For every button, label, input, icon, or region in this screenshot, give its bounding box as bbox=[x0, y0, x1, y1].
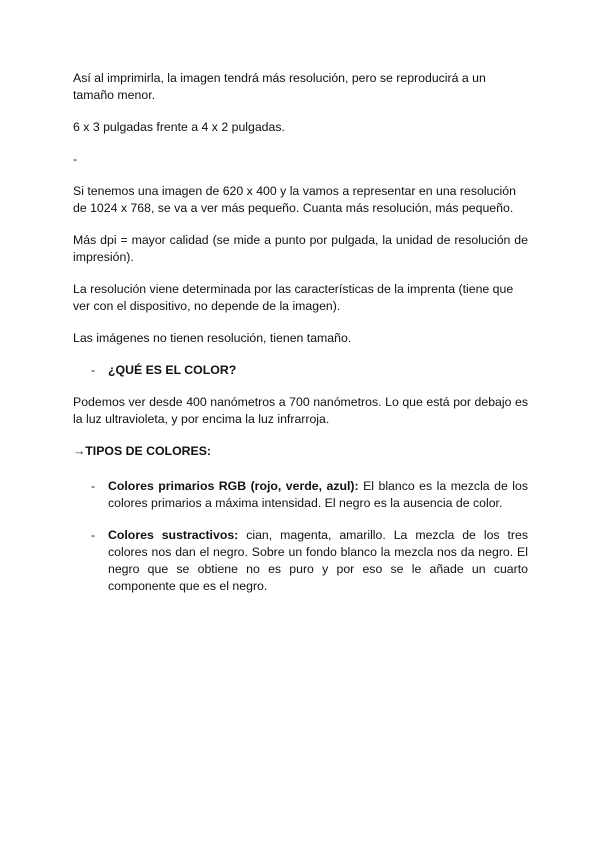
paragraph-resolution-print: Así al imprimirla, la imagen tendrá más resolución, pero se reproducirá a un tamaño menor. bbox=[73, 71, 486, 102]
list-item-sustractivos bbox=[91, 527, 528, 595]
paragraph-nanometers: Podemos ver desde 400 nanómetros a 700 nanómetros. Lo que está por debajo es la luz ultravioleta, y por encima la luz infrarroja. bbox=[73, 395, 528, 426]
bullet-dash: - bbox=[91, 363, 96, 377]
list-item-body bbox=[108, 527, 528, 595]
paragraph-images-size: Las imágenes no tienen resolución, tienen tamaño. bbox=[73, 331, 352, 345]
paragraph-image-resolution: Si tenemos una imagen de 620 x 400 y la vamos a representar en una resolución de 1024 x 768, se va a ver más pequeño. Cuanta más resolución, más pequeño. bbox=[73, 184, 516, 215]
paragraph-printer: La resolución viene determinada por las características de la imprenta (tiene que ver con el dispositivo, no depende de la imagen). bbox=[73, 282, 514, 313]
list-item-text: cian, magenta, amarillo. La mezcla de los tres colores nos dan el negro. Sobre un fondo blanco la mezcla nos da negro. El negro que se obtiene no es puro y por eso se le añade un cuarto componente que es el negro. bbox=[108, 528, 528, 593]
section-title: ¿QUÉ ES EL COLOR? bbox=[108, 363, 237, 377]
bullet-dash: - bbox=[91, 528, 96, 542]
dash-separator: - bbox=[73, 152, 78, 166]
heading-que-es-color bbox=[91, 362, 528, 379]
list-item-body bbox=[108, 478, 528, 512]
list-item-term: Colores primarios RGB (rojo, verde, azul): bbox=[108, 479, 359, 493]
heading-tipos-colores: →TIPOS DE COLORES: bbox=[73, 444, 212, 458]
list-item-rgb bbox=[91, 478, 528, 512]
paragraph-dpi: Más dpi = mayor calidad (se mide a punto por pulgada, la unidad de resolución de impresión). bbox=[73, 233, 528, 264]
paragraph-inches: 6 x 3 pulgadas frente a 4 x 2 pulgadas. bbox=[73, 120, 285, 134]
bullet-dash: - bbox=[91, 479, 96, 493]
list-item-term: Colores sustractivos: bbox=[108, 528, 239, 542]
list-item-text: El blanco es la mezcla de los colores primarios a máxima intensidad. El negro es la ausencia de color. bbox=[108, 479, 528, 510]
